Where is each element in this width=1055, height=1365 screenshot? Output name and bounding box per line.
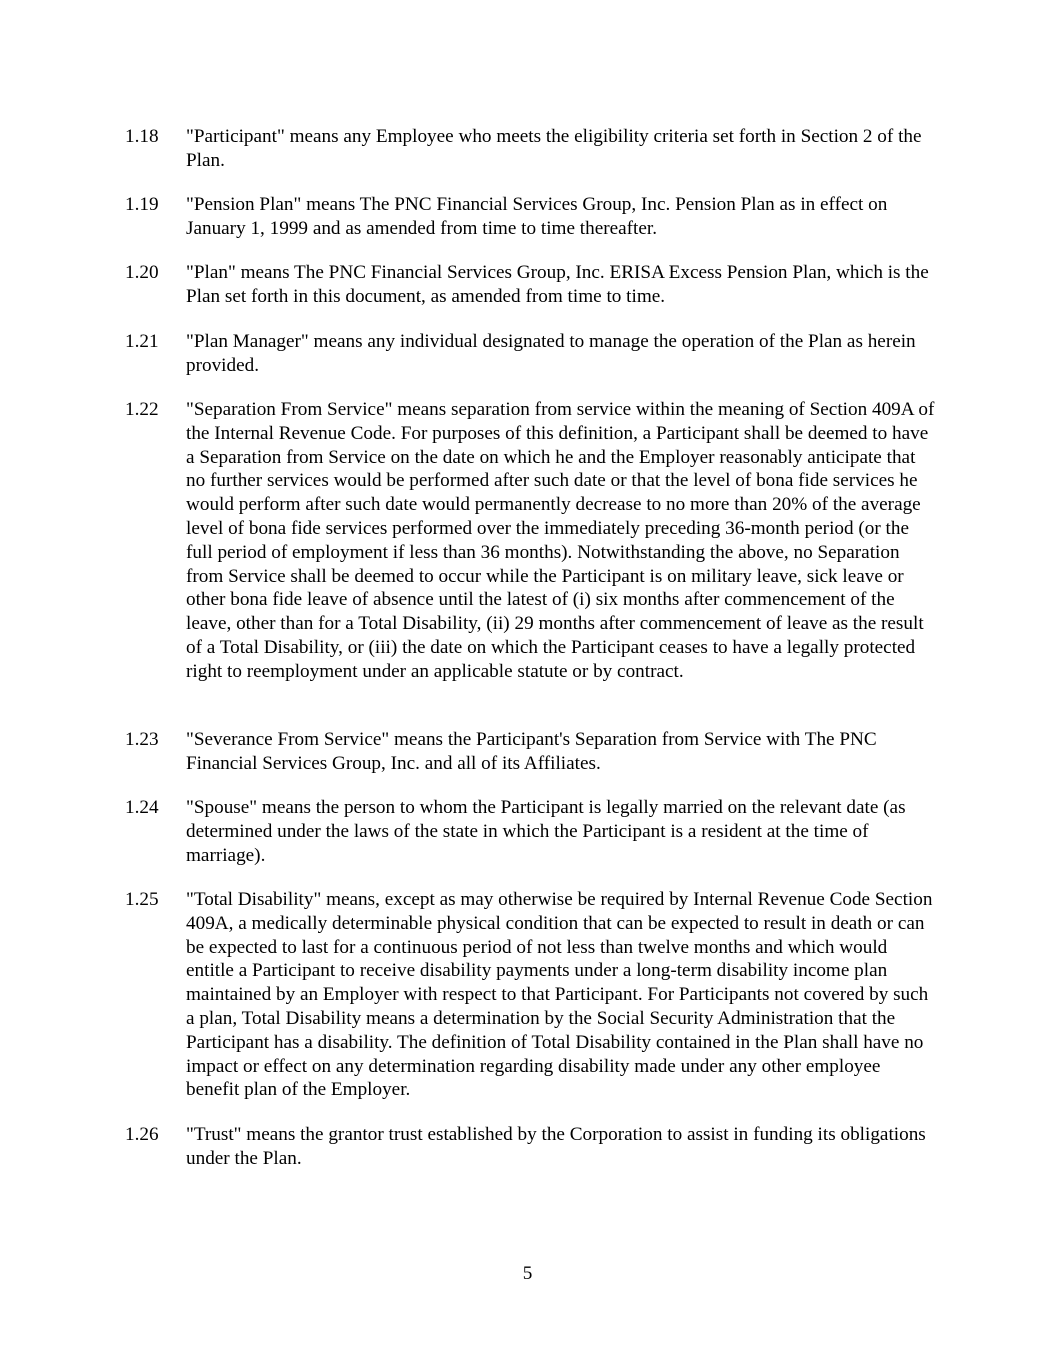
definition-1-24 (125, 796, 940, 867)
section-number: 1.21 (125, 331, 159, 352)
section-text: "Separation From Service" means separation from service within the meaning of Section 409A of the Internal Revenue Code. For purposes of this definition, a Participant shall be deemed to have a Separation from Service on the date on which he and the Employer reasonably anticipate that no further services would be performed after such date or that the level of bona fide services he would perform after such date would permanently decrease to no more than 20% of the average level of bona fide services performed over the immediately preceding 36-month period (or the full period of employment if less than 36 months). Notwithstanding the above, no Separation from Service shall be deemed to occur while the Participant is on military leave, sick leave or other bona fide leave of absence until the latest of (i) six months after commencement of the leave, other than for a Total Disability, (ii) 29 months after commencement of leave as the result of a Total Disability, or (iii) the date on which the Participant ceases to have a legally protected right to reemployment under an applicable statute or by contract. (186, 399, 935, 682)
definition-1-18 (125, 125, 940, 173)
section-text: "Participant" means any Employee who meets the eligibility criteria set forth in Section 2 of the Plan. (186, 126, 922, 171)
section-number: 1.20 (125, 262, 159, 283)
definition-1-19 (125, 193, 940, 241)
section-number: 1.18 (125, 126, 159, 147)
page-number: 5 (522, 1263, 533, 1284)
definition-1-25 (125, 888, 940, 1102)
section-text: "Spouse" means the person to whom the Participant is legally married on the relevant date (as determined under the laws of the state in which the Participant is a resident at the time of marriage). (186, 797, 906, 866)
section-text: "Trust" means the grantor trust established by the Corporation to assist in funding its obligations under the Plan. (186, 1124, 926, 1169)
section-text: "Total Disability" means, except as may otherwise be required by Internal Revenue Code Section 409A, a medically determinable physical condition that can be expected to result in death or can be expected to last for a continuous period of not less than twelve months and which would entitle a Participant to receive disability payments under a long-term disability income plan maintained by an Employer with respect to that Participant. For Participants not covered by such a plan, Total Disability means a determination by the Social Security Administration that the Participant has a disability. The definition of Total Disability contained in the Plan shall have no impact or effect on any determination regarding disability made under any other employee benefit plan of the Employer. (186, 889, 933, 1101)
section-text: "Pension Plan" means The PNC Financial Services Group, Inc. Pension Plan as in effect on January 1, 1999 and as amended from time to time thereafter. (186, 194, 888, 239)
section-number: 1.25 (125, 889, 159, 910)
section-text: "Severance From Service" means the Participant's Separation from Service with The PNC Financial Services Group, Inc. and all of its Affiliates. (186, 729, 877, 774)
section-number: 1.22 (125, 399, 159, 420)
section-number: 1.24 (125, 797, 159, 818)
definition-1-26 (125, 1123, 940, 1171)
section-number: 1.19 (125, 194, 159, 215)
section-text: "Plan" means The PNC Financial Services Group, Inc. ERISA Excess Pension Plan, which is the Plan set forth in this document, as amended from time to time. (186, 262, 929, 307)
definition-1-22 (125, 398, 940, 684)
definition-1-21 (125, 330, 940, 378)
section-number: 1.23 (125, 729, 159, 750)
definition-1-20 (125, 261, 940, 309)
section-number: 1.26 (125, 1124, 159, 1145)
definition-1-23 (125, 728, 940, 776)
section-text: "Plan Manager" means any individual designated to manage the operation of the Plan as herein provided. (186, 331, 916, 376)
